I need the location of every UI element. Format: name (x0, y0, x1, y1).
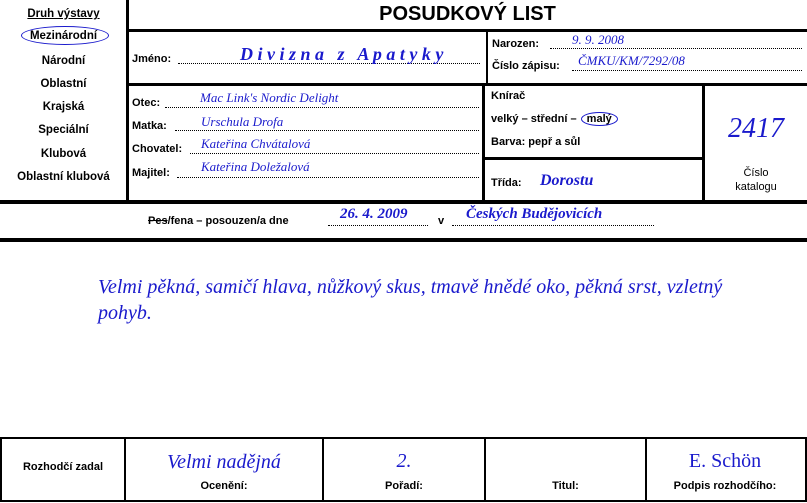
born-label: Narozen: (492, 38, 540, 50)
catalog-label-line2: katalogu (735, 181, 777, 193)
judged-place-value: Českých Budějovicích (466, 206, 603, 222)
owner-label: Majitel: (132, 167, 170, 179)
frame-header-bottom (0, 200, 807, 204)
signature-label: Podpis rozhodčího: (673, 480, 777, 492)
father-label: Otec: (132, 97, 161, 109)
frame-breed-divider (482, 84, 485, 202)
judged-line (148, 215, 289, 227)
page-title: POSUDKOVÝ LIST (379, 3, 556, 25)
judge-gave-label: Rozhodčí zadal (22, 461, 104, 473)
breed-color: Barva: pepř a sůl (491, 136, 581, 148)
show-type-club: Klubová (40, 148, 87, 160)
breed-size-prefix: velký – střední – (491, 113, 577, 125)
frame-judged-bottom (0, 238, 807, 242)
placement-label: Pořadí: (385, 480, 423, 492)
frame-class-top (482, 157, 704, 160)
father-value: Mac Link's Nordic Delight (200, 90, 339, 105)
breeder-dotted-line (190, 153, 479, 154)
judged-date-value: 26. 4. 2009 (340, 206, 408, 222)
judged-date-dotted-line (328, 225, 428, 226)
show-type-panel (0, 0, 127, 200)
grade-label: Ocenění: (200, 480, 248, 492)
breeder-value: Kateřina Chvátalová (201, 136, 311, 151)
placement-value: 2. (396, 450, 412, 472)
mother-dotted-line (175, 130, 479, 131)
grade-value: Velmi nadějná (167, 451, 281, 473)
show-type-international: Mezinárodní (29, 30, 98, 42)
born-dotted-line (550, 48, 802, 49)
breed-size-selected: malý (581, 112, 618, 126)
title-label: Titul: (552, 480, 579, 492)
class-label: Třída: (491, 177, 522, 189)
evaluation-text: Velmi pěkná, samičí hlava, nůžkový skus, tmavě hnědé oko, pěkná srst, vzletný pohyb. (98, 276, 723, 324)
show-type-regional: Oblastní (40, 78, 87, 90)
class-value: Dorostu (540, 172, 594, 189)
catalog-number: 2417 (728, 113, 784, 144)
judged-male-struck: Pes (148, 215, 168, 227)
breed-name: Knírač (491, 90, 526, 102)
father-dotted-line (165, 107, 479, 108)
frame-born-divider (486, 29, 488, 86)
show-type-special: Speciální (38, 124, 89, 136)
judged-text: /fena – posouzen/a dne (167, 215, 289, 227)
show-type-regional-club: Oblastní klubová (17, 171, 110, 183)
show-type-national: Národní (41, 55, 86, 67)
judged-place-dotted-line (452, 225, 654, 226)
owner-dotted-line (177, 177, 479, 178)
registration-label: Číslo zápisu: (492, 60, 560, 72)
frame-title-bottom (126, 29, 807, 32)
selected-show-type-mark (21, 26, 109, 45)
breeder-label: Chovatel: (132, 143, 183, 155)
registration-value: ČMKU/KM/7292/08 (578, 53, 685, 68)
signature-value: E. Schön (688, 450, 762, 472)
dog-name-value: D i v i z n a z A p a t y k y (240, 44, 444, 64)
born-value: 9. 9. 2008 (572, 32, 624, 47)
mother-value: Urschula Drofa (201, 114, 284, 129)
mother-label: Matka: (132, 120, 167, 132)
judged-in-label: v (438, 215, 445, 227)
owner-value: Kateřina Doležalová (201, 159, 310, 174)
registration-dotted-line (572, 70, 802, 71)
show-type-heading: Druh výstavy (27, 8, 100, 20)
name-label: Jméno: (132, 53, 172, 65)
breed-size-options (491, 112, 618, 126)
catalog-label-line1: Číslo (743, 167, 769, 179)
show-type-county: Krajská (42, 101, 85, 113)
